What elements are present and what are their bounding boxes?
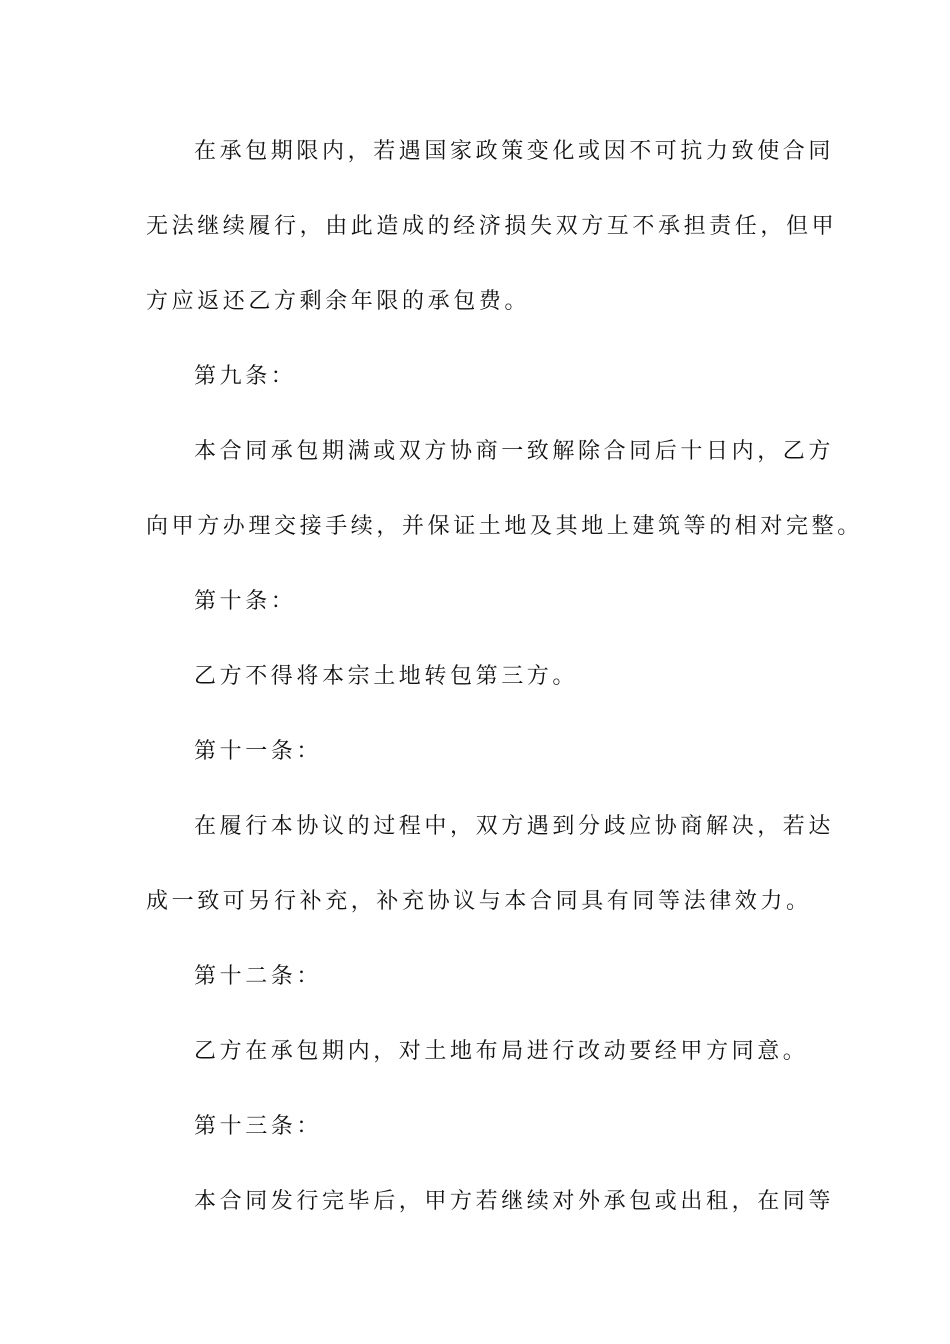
paragraph-line: 在承包期限内，若遇国家政策变化或因不可抗力致使合同 xyxy=(194,139,835,164)
paragraph-line: 乙方不得将本宗土地转包第三方。 xyxy=(194,664,579,689)
paragraph-line: 本合同发行完毕后，甲方若继续对外承包或出租，在同等 xyxy=(194,1189,835,1214)
paragraph-line: 无法继续履行，由此造成的经济损失双方互不承担责任，但甲 xyxy=(146,214,838,239)
paragraph-line: 乙方在承包期内，对土地布局进行改动要经甲方同意。 xyxy=(194,1039,809,1064)
paragraph-line: 方应返还乙方剩余年限的承包费。 xyxy=(146,289,531,314)
article-heading: 第十一条： xyxy=(194,739,323,764)
paragraph-line: 在履行本协议的过程中，双方遇到分歧应协商解决，若达 xyxy=(194,814,835,839)
paragraph-line: 成一致可另行补充，补充协议与本合同具有同等法律效力。 xyxy=(146,889,812,914)
article-heading: 第十条： xyxy=(194,589,297,614)
paragraph-line: 本合同承包期满或双方协商一致解除合同后十日内，乙方 xyxy=(194,439,835,464)
article-heading: 第九条： xyxy=(194,364,297,389)
article-heading: 第十二条： xyxy=(194,964,323,989)
article-heading: 第十三条： xyxy=(194,1114,323,1139)
paragraph-line: 向甲方办理交接手续，并保证土地及其地上建筑等的相对完整。 xyxy=(146,514,863,539)
